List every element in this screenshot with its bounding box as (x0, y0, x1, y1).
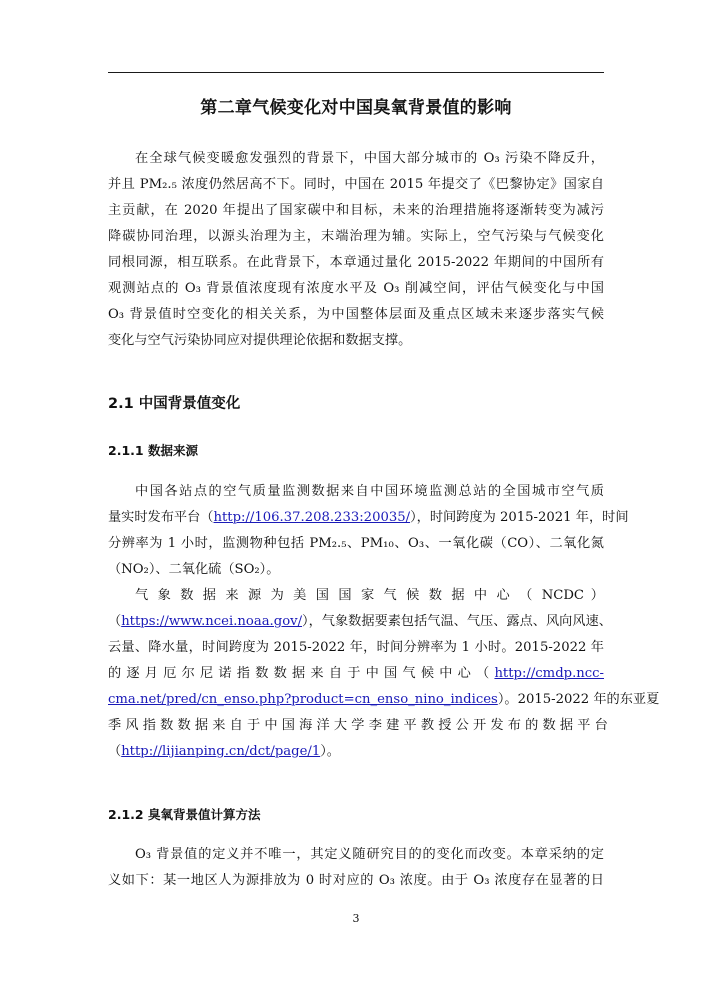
ncei-link[interactable]: https://www.ncei.noaa.gov/ (121, 614, 303, 629)
section-heading-2-1-1: 2.1.1 数据来源 (108, 443, 198, 458)
text-line: 季 风 指 数 数 据 来 自 于 中 国 海 洋 大 学 李 建 平 教 授 公 开 发 布 的 数 据 平 台 (108, 718, 608, 733)
text-line: O₃ 背景值的定义并不唯一，其定义随研究目的的变化而改变。本章采纳的定 (135, 847, 604, 862)
header-rule (108, 72, 604, 73)
text-segment: 的 逐 月 厄 尔 尼 诺 指 数 数 据 来 自 于 中 国 气 候 中 心 （ (108, 666, 495, 681)
lijianping-link[interactable]: http://lijianping.cn/dct/page/1 (121, 744, 321, 759)
text-line (108, 739, 604, 765)
text-line: 同根同源，相互联系。在此背景下，本章通过量化 2015-2022 年期间的中国所有 (108, 255, 604, 270)
section-heading-2-1: 2.1 中国背景值变化 (108, 396, 241, 412)
text-segment: （ (108, 614, 122, 629)
data-source-paragraph-1 (108, 479, 629, 583)
text-line (108, 505, 629, 531)
method-paragraph (108, 842, 604, 894)
text-line: 气 象 数 据 来 源 为 美 国 国 家 气 候 数 据 中 心 （ NCDC ） (135, 588, 604, 603)
page-number: 3 (352, 912, 360, 925)
data-source-paragraph-2 (108, 583, 660, 765)
text-line: 在全球气候变暖愈发强烈的背景下，中国大部分城市的 O₃ 污染不降反升， (135, 151, 604, 166)
text-segment: 量实时发布平台（ (108, 510, 214, 525)
text-line: 分辨率为 1 小时，监测物种包括 PM₂.₅、PM₁₀、O₃、一氧化碳（CO）、二氧化氮 (108, 536, 604, 551)
text-line: 降碳协同治理，以源头治理为主，末端治理为辅。实际上，空气污染与气候变化 (108, 229, 604, 244)
text-line: 并且 PM₂.₅ 浓度仍然居高不下。同时，中国在 2015 年提交了《巴黎协定》国家自 (108, 177, 604, 192)
text-line (108, 687, 660, 713)
text-line: 主贡献，在 2020 年提出了国家碳中和目标，未来的治理措施将逐渐转变为减污 (108, 203, 604, 218)
text-line: 义如下：某一地区人为源排放为 0 时对应的 O₃ 浓度。由于 O₃ 浓度存在显著的日 (108, 873, 604, 888)
text-segment: ），气象数据要素包括气温、气压、露点、风向风速、 (302, 614, 612, 629)
text-line: 云量、降水量，时间跨度为 2015-2022 年，时间分辨率为 1 小时。2015-2022 年 (108, 640, 604, 655)
ncc-link-part2[interactable]: cma.net/pred/cn_enso.php?product=cn_enso_nino_indices (108, 692, 498, 707)
text-segment: ）。 (320, 744, 340, 759)
text-line: 观测站点的 O₃ 背景值浓度现有浓度水平及 O₃ 削减空间，评估气候变化与中国 (108, 281, 604, 296)
text-line: 中国各站点的空气质量监测数据来自中国环境监测总站的全国城市空气质 (135, 484, 604, 499)
text-line: （NO₂）、二氧化硫（SO₂）。 (108, 562, 280, 577)
text-segment: ）。2015-2022 年的东亚夏 (497, 692, 660, 707)
chapter-title: 第二章气候变化对中国臭氧背景值的影响 (200, 98, 512, 118)
intro-paragraph (108, 146, 604, 354)
text-segment: （ (108, 744, 122, 759)
text-line: O₃ 背景值时空变化的相关关系，为中国整体层面及重点区域未来逐步落实气候 (108, 307, 604, 322)
text-line: 变化与空气污染协同应对提供理论依据和数据支撑。 (108, 333, 412, 348)
ncc-link-part1[interactable]: http://cmdp.ncc- (494, 666, 604, 681)
section-heading-2-1-2: 2.1.2 臭氧背景值计算方法 (108, 807, 261, 822)
cnemc-link[interactable]: http://106.37.208.233:20035/ (213, 510, 411, 525)
text-segment: ），时间跨度为 2015-2021 年，时间 (410, 510, 629, 525)
text-line (108, 609, 612, 635)
text-line (108, 661, 604, 687)
